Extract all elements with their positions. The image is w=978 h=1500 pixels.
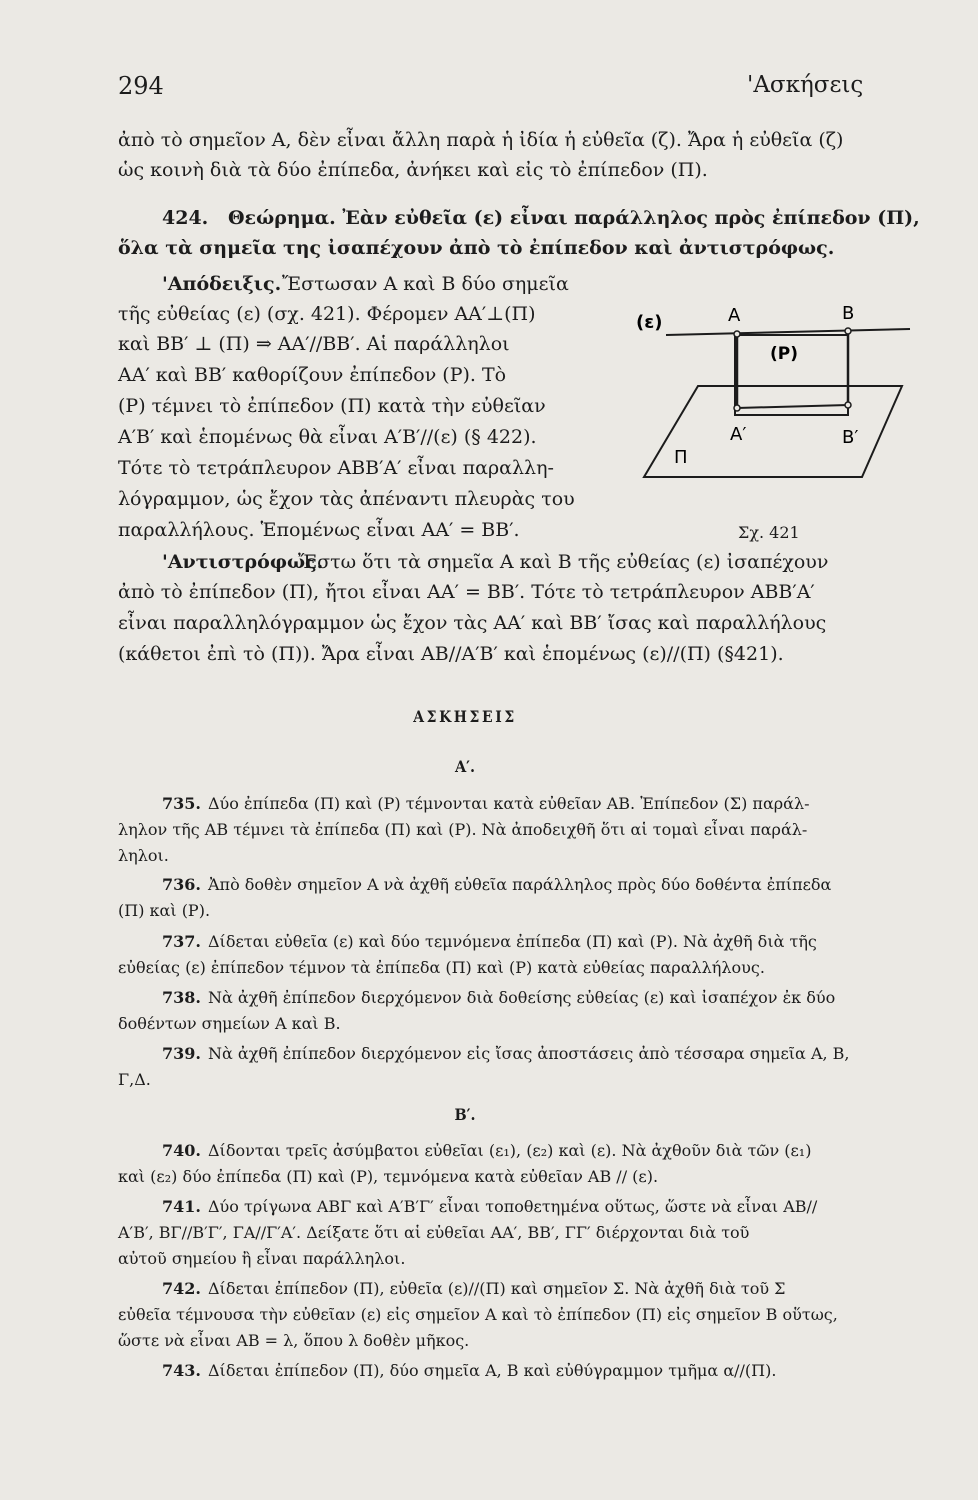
exercise-number: 741. [162, 1197, 201, 1216]
exercise-line: Ἀπὸ δοθὲν σημεῖον Α νὰ ἀχθῆ εὐθεῖα παράλληλος πρὸς δύο δοθέντα ἐπίπεδα [208, 875, 832, 894]
proof-line: λόγραμμον, ὡς ἔχον τὰς ἀπέναντι πλευρὰς του [118, 488, 575, 510]
proof-line: τῆς εὐθείας (ε) (σχ. 421). Φέρομεν ΑΑ′⊥(Π) [118, 303, 536, 325]
exercise-line: (Π) καὶ (Ρ). [118, 901, 211, 920]
exercise-line: ὥστε νὰ εἶναι ΑΒ = λ, ὅπου λ δοθὲν μῆκος. [118, 1331, 470, 1350]
point-b-prime [845, 402, 851, 408]
exercises-title: ΑΣΚΗΣΕΙΣ [413, 707, 517, 726]
line-a-prime-b-prime [737, 405, 848, 408]
exercise-line: Νὰ ἀχθῆ ἐπίπεδον διερχόμενον εἰς ἴσας ἀποστάσεις ἀπὸ τέσσαρα σημεῖα Α, Β, [208, 1044, 850, 1063]
proof-label: 'Απόδειξις. [162, 273, 282, 295]
converse-line-3: εἶναι παραλληλόγραμμον ὡς ἔχον τὰς ΑΑ′ καὶ ΒΒ′ ἴσας καὶ παραλλήλους [118, 612, 827, 634]
exercise-line: Δίδονται τρεῖς ἀσύμβατοι εὐθεῖαι (ε₁), (ε₂) καὶ (ε). Νὰ ἀχθοῦν διὰ τῶν (ε₁) [208, 1141, 812, 1160]
exercise-number: 737. [162, 932, 201, 951]
label-a: Α [728, 305, 741, 326]
exercise-line: δοθέντων σημείων Α καὶ Β. [118, 1014, 341, 1033]
exercise-line: αὐτοῦ σημείου ἢ εἶναι παράλληλοι. [118, 1249, 406, 1268]
page-number: 294 [118, 72, 164, 100]
label-b-prime: Β′ [842, 427, 859, 448]
figure-caption: Σχ. 421 [738, 523, 800, 542]
exercise-number: 740. [162, 1141, 201, 1160]
exercise-line: καὶ (ε₂) δύο ἐπίπεδα (Π) καὶ (Ρ), τεμνόμενα κατὰ εὐθεῖαν ΑΒ // (ε). [118, 1167, 659, 1186]
running-title: 'Ασκήσεις [747, 72, 864, 98]
label-epsilon: (ε) [636, 312, 663, 333]
label-plane-p: Π [674, 447, 688, 468]
label-plane-r: (Ρ) [770, 344, 798, 364]
converse-line-1: Ἔστω ὅτι τὰ σημεῖα Α καὶ Β τῆς εὐθείας (ε) ἰσαπέχουν [298, 551, 829, 573]
proof-line: Α′Β′ καὶ ἑπομένως θὰ εἶναι Α′Β′//(ε) (§ 422). [118, 426, 537, 448]
converse-line-4: (κάθετοι ἐπὶ τὸ (Π)). Ἄρα εἶναι ΑΒ//Α′Β′ καὶ ἑπομένως (ε)//(Π) (§421). [118, 643, 784, 665]
exercise-number: 739. [162, 1044, 201, 1063]
converse-line-2: ἀπὸ τὸ ἐπίπεδον (Π), ἤτοι εἶναι ΑΑ′ = ΒΒ′. Τότε τὸ τετράπλευρον ΑΒΒ′Α′ [118, 581, 815, 603]
exercise-number: 743. [162, 1361, 201, 1380]
intro-line-2: ὡς κοινὴ διὰ τὰ δύο ἐπίπεδα, ἀνήκει καὶ εἰς τὸ ἐπίπεδον (Π). [118, 159, 708, 181]
point-a [734, 331, 740, 337]
exercise-line: εὐθείας (ε) ἐπίπεδον τέμνον τὰ ἐπίπεδα (Π) καὶ (Ρ) κατὰ εὐθείας παραλλήλους. [118, 958, 765, 977]
section-b-heading: Β′. [454, 1105, 476, 1124]
proof-line: (Ρ) τέμνει τὸ ἐπίπεδον (Π) κατὰ τὴν εὐθεῖαν [118, 395, 546, 417]
theorem-line-1: Θεώρημα. Ἐὰν εὐθεῖα (ε) εἶναι παράλληλος πρὸς ἐπίπεδον (Π), [228, 207, 920, 229]
exercise-line: Γ,Δ. [118, 1070, 151, 1089]
exercise-number: 735. [162, 794, 201, 813]
proof-line: καὶ ΒΒ′ ⊥ (Π) ⇒ ΑΑ′//ΒΒ′. Αἱ παράλληλοι [118, 333, 510, 355]
exercise-line: Δύο ἐπίπεδα (Π) καὶ (Ρ) τέμνονται κατὰ εὐθεῖαν ΑΒ. Ἐπίπεδον (Σ) παράλ- [208, 794, 810, 813]
proof-line: παραλλήλους. Ἑπομένως εἶναι ΑΑ′ = ΒΒ′. [118, 519, 520, 541]
intro-line-1: ἀπὸ τὸ σημεῖον Α, δὲν εἶναι ἄλλη παρὰ ἡ ἰδία ἡ εὐθεῖα (ζ). Ἄρα ἡ εὐθεῖα (ζ) [118, 129, 844, 151]
proof-line: Ἔστωσαν Α καὶ Β δύο σημεῖα [282, 273, 569, 295]
label-b: Β [842, 303, 855, 324]
point-a-prime [734, 405, 740, 411]
converse-label: 'Αντιστρόφως. [162, 551, 324, 573]
proof-line: ΑΑ′ καὶ ΒΒ′ καθορίζουν ἐπίπεδον (Ρ). Τὸ [118, 364, 507, 386]
exercise-number: 742. [162, 1279, 201, 1298]
point-b [845, 328, 851, 334]
exercise-line: εὐθεῖα τέμνουσα τὴν εὐθεῖαν (ε) εἰς σημεῖον Α καὶ τὸ ἐπίπεδον (Π) εἰς σημεῖον Β οὕτως, [118, 1305, 838, 1324]
theorem-line-2: ὅλα τὰ σημεῖα της ἰσαπέχουν ἀπὸ τὸ ἐπίπεδον καὶ ἀντιστρόφως. [118, 237, 835, 259]
theorem-number: 424. [162, 207, 209, 229]
exercise-line: Νὰ ἀχθῆ ἐπίπεδον διερχόμενον διὰ δοθείσης εὐθείας (ε) καὶ ἰσαπέχον ἐκ δύο [208, 988, 836, 1007]
exercise-line: Δύο τρίγωνα ΑΒΓ καὶ Α′Β′Γ′ εἶναι τοποθετημένα οὕτως, ὥστε νὰ εἶναι ΑΒ// [208, 1197, 818, 1216]
exercise-line: Δίδεται εὐθεῖα (ε) καὶ δύο τεμνόμενα ἐπίπεδα (Π) καὶ (Ρ). Νὰ ἀχθῆ διὰ τῆς [208, 932, 817, 951]
exercise-line: ληλοι. [118, 846, 169, 865]
proof-line: Τότε τὸ τετράπλευρον ΑΒΒ′Α′ εἶναι παραλλη- [118, 457, 554, 479]
exercise-number: 738. [162, 988, 201, 1007]
exercise-line: Α′Β′, ΒΓ//Β′Γ′, ΓΑ//Γ′Α′. Δείξατε ὅτι αἱ εὐθεῖαι ΑΑ′, ΒΒ′, ΓΓ′ διέρχονται διὰ τοῦ [118, 1223, 750, 1242]
exercise-line: Δίδεται ἐπίπεδον (Π), εὐθεῖα (ε)//(Π) καὶ σημεῖον Σ. Νὰ ἀχθῆ διὰ τοῦ Σ [208, 1279, 786, 1298]
exercise-line: ληλον τῆς ΑΒ τέμνει τὰ ἐπίπεδα (Π) καὶ (Ρ). Νὰ ἀποδειχθῆ ὅτι αἱ τομαὶ εἶναι παράλ- [118, 820, 808, 839]
exercise-number: 736. [162, 875, 201, 894]
exercise-line: Δίδεται ἐπίπεδον (Π), δύο σημεῖα Α, Β καὶ εὐθύγραμμον τμῆμα α//(Π). [208, 1361, 777, 1380]
label-a-prime: Α′ [730, 424, 747, 445]
section-a-heading: Α′. [454, 757, 476, 776]
figure-421 [630, 295, 920, 495]
